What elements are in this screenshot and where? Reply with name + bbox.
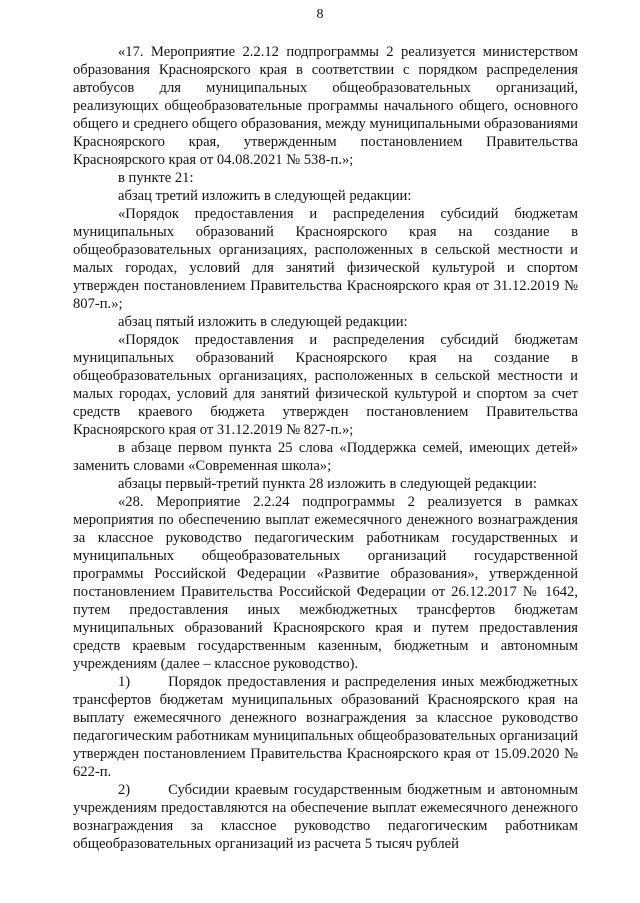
numbered-item-1-number: 1)	[118, 674, 131, 690]
paragraph-point-28-instruction: абзацы первый-третий пункта 28 изложить в следующей редакции:	[118, 476, 537, 492]
paragraph-point-25-change: в абзаце первом пункта 25 слова «Поддержка семей, имеющих детей» заменить словами «Современная школа»;	[73, 440, 578, 474]
page-number: 8	[316, 7, 324, 22]
paragraph-item-17: «17. Мероприятие 2.2.12 подпрограммы 2 реализуется министерством образования Красноярского края в соответствии с порядком распределения автобусов для муниципальных общеобразовательных организаций, реализующих общеобразовательные программы начального общего, основного общего и среднего общего образования, между муниципальными образованиями Красноярского края, утвержденным постановлением Правительства Красноярского края от 04.08.2021 № 538-п.»;	[73, 44, 578, 168]
paragraph-third-abzac-instruction: абзац третий изложить в следующей редакции:	[118, 188, 412, 204]
paragraph-fifth-abzac-text: «Порядок предоставления и распределения субсидий бюджетам муниципальных образований Красноярского края на создание в общеобразовательных организациях, расположенных в сельской местности и малых городах, условий для занятий физической культурой и спортом за счет средств краевого бюджета утвержден постановлением Правительства Красноярского края от 31.12.2019 № 827-п.»;	[73, 332, 578, 438]
numbered-item-1	[73, 673, 578, 781]
document-body	[73, 43, 578, 853]
paragraph-item-28: «28. Мероприятие 2.2.24 подпрограммы 2 реализуется в рамках мероприятия по обеспечению выплат ежемесячного денежного вознаграждения за классное руководство педагогическим работникам государственных и муниципальных общеобразовательных организаций государственной программы Российской Федерации «Развитие образования», утвержденной постановлением Правительства Российской Федерации от 26.12.2017 № 1642, путем предоставления иных межбюджетных трансфертов бюджетам муниципальных образований Красноярского края и путем предоставления средств краевым государственным казенным, бюджетным и автономным учреждениям (далее – классное руководство).	[73, 494, 578, 672]
numbered-item-2-number: 2)	[118, 782, 131, 798]
numbered-item-2	[73, 781, 578, 853]
numbered-item-1-text: Порядок предоставления и распределения иных межбюджетных трансфертов бюджетам муниципальных образований Красноярского края на выплату ежемесячного денежного вознаграждения за классное руководство педагогическим работникам муниципальных общеобразовательных организаций утвержден постановлением Правительства Красноярского края от 15.09.2020 № 622-п.	[73, 674, 578, 780]
paragraph-third-abzac-text: «Порядок предоставления и распределения субсидий бюджетам муниципальных образований Красноярского края на создание в общеобразовательных организациях, расположенных в сельской местности и малых городах, условий для занятий физической культурой и спортом утвержден постановлением Правительства Красноярского края от 31.12.2019 № 807-п.»;	[73, 206, 578, 312]
paragraph-fifth-abzac-instruction: абзац пятый изложить в следующей редакции:	[118, 314, 408, 330]
paragraph-point-21-intro: в пункте 21:	[118, 170, 194, 186]
numbered-item-2-text: Субсидии краевым государственным бюджетным и автономным учреждениям предоставляются на обеспечение выплат ежемесячного денежного вознаграждения за классное руководство педагогическим работникам общеобразовательных организаций из расчета 5 тысяч рублей	[73, 782, 578, 852]
